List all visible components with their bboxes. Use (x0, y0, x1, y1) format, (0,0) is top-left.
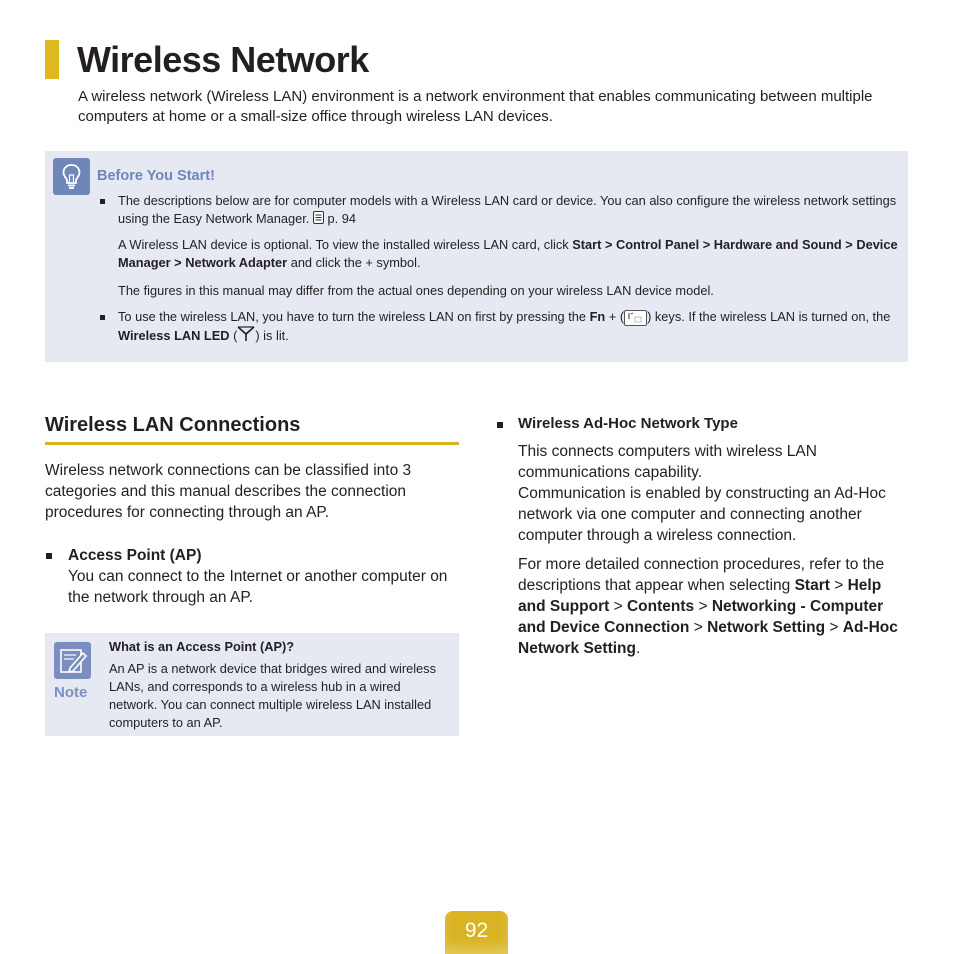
section-divider (45, 442, 459, 445)
bullet-icon (100, 199, 105, 204)
adhoc-paragraph-2: Communication is enabled by constructing an Ad-Hoc network via one computer and connecting another computer through a wireless connection. (518, 485, 886, 544)
title-accent-bar (45, 40, 59, 79)
intro-paragraph: A wireless network (Wireless LAN) environment is a network environment that enables communicating between multiple computers at home or a small-size office through wireless LAN devices. (78, 88, 873, 125)
tip-paragraph-1: The descriptions below are for computer models with a Wireless LAN card or device. You can also configure the wireless network settings using the Easy Network Manager. p. 94 (118, 192, 903, 229)
lightbulb-icon (53, 158, 90, 195)
access-point-text: You can connect to the Internet or another computer on the network through an AP. (68, 568, 448, 606)
tip-paragraph-3: The figures in this manual may differ from the actual ones depending on your wireless LAN device model. (118, 283, 714, 298)
antenna-icon (237, 326, 255, 347)
note-heading: What is an Access Point (AP)? (109, 639, 295, 654)
section-title: Wireless LAN Connections (45, 414, 301, 436)
note-text: An AP is a network device that bridges wired and wireless LANs, and corresponds to a wireless hub in a wired network. You can connect multiple wireless LAN installed computers to an AP. (109, 661, 436, 730)
pencil-note-icon (54, 642, 91, 679)
adhoc-paragraph-3: For more detailed connection procedures, refer to the descriptions that appear when selecting Start > Help and Support > Contents > Networking - Computer and Device Connection > Network Setting > Ad-Hoc Network Setting. (518, 556, 898, 657)
adhoc-heading: Wireless Ad-Hoc Network Type (518, 415, 738, 432)
bullet-icon (100, 315, 105, 320)
adhoc-paragraph-1: This connects computers with wireless LAN communications capability. (518, 443, 817, 481)
tip-paragraph-4: To use the wireless LAN, you have to turn the wireless LAN on first by pressing the Fn + ( ) keys. If the wireless LAN is turned on, the Wireless LAN LED ( ) is lit. (118, 308, 903, 347)
page-number: 92 (464, 919, 489, 942)
manual-reference-icon (313, 211, 324, 229)
before-you-start-heading: Before You Start! (97, 168, 215, 184)
bullet-icon (497, 422, 503, 428)
bullet-icon (46, 553, 52, 559)
wireless-key-icon (624, 310, 647, 326)
section-intro: Wireless network connections can be classified into 3 categories and this manual describes the connection procedures for connecting through an AP. (45, 462, 412, 521)
page-title: Wireless Network (77, 39, 369, 80)
access-point-heading: Access Point (AP) (68, 547, 202, 564)
tip-paragraph-2: A Wireless LAN device is optional. To view the installed wireless LAN card, click Start > Control Panel > Hardware and Sound > Device Manager > Network Adapter and click the + symbol. (118, 237, 898, 270)
note-label: Note (54, 684, 88, 701)
